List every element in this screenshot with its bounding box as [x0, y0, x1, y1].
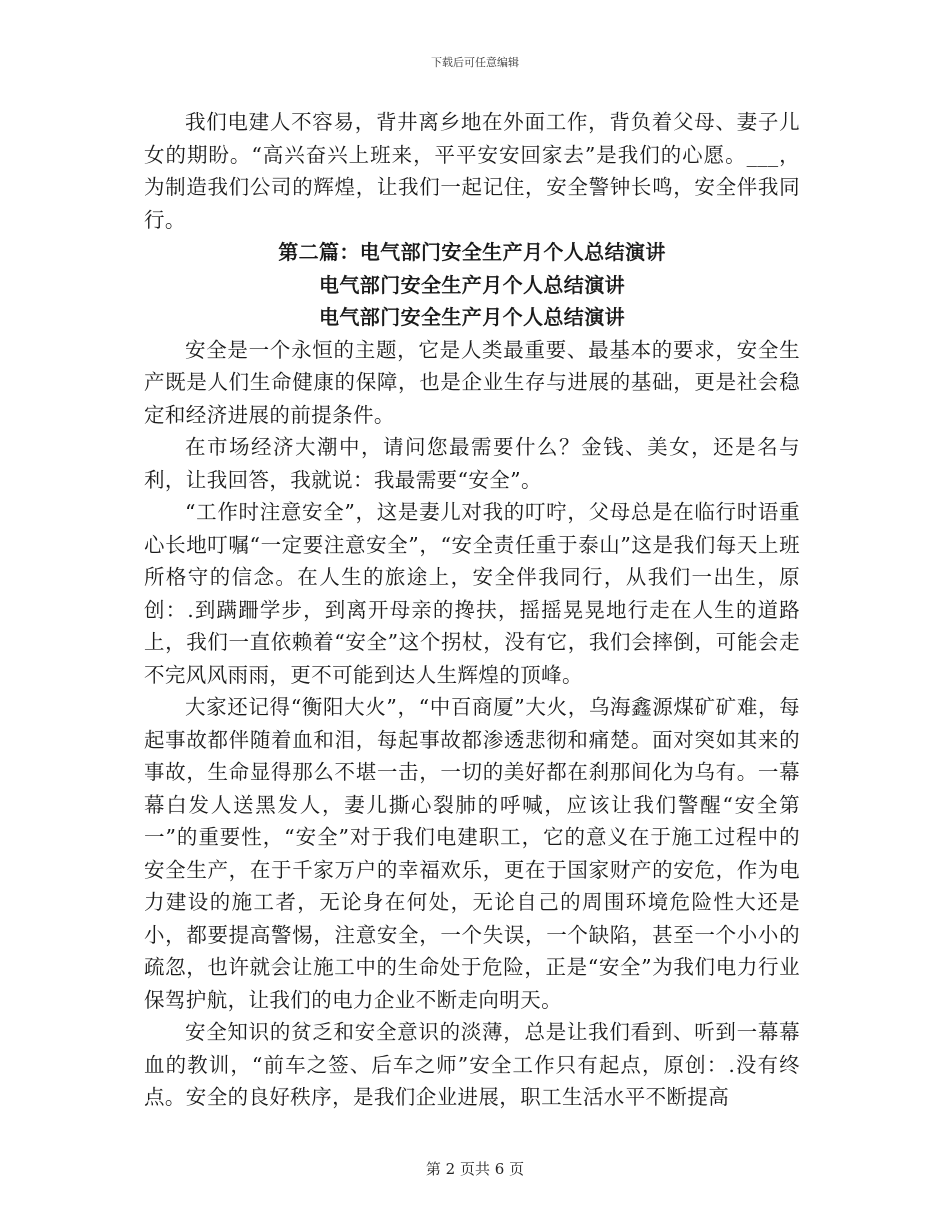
body-paragraph: 安全知识的贫乏和安全意识的淡薄，总是让我们看到、听到一幕幕血的教训，“前车之签、后车之师”安全工作只有起点，原创：.没有终点。安全的良好秩序，是我们企业进展，职工生活水平不断提高 [144, 1020, 800, 1109]
section-heading: 第二篇：电气部门安全生产月个人总结演讲 [278, 240, 666, 264]
body-paragraph: 在市场经济大潮中，请问您最需要什么？金钱、美女，还是名与利，让我回答，我就说：我最需要“安全”。 [144, 435, 800, 492]
section-subheading: 电气部门安全生产月个人总结演讲 [319, 272, 625, 297]
body-paragraph: “工作时注意安全”，这是妻儿对我的叮咛，父母总是在临行时语重心长地叮嘱“一定要注意安全”，“安全责任重于泰山”这是我们每天上班所格守的信念。在人生的旅途上，安全伴我同行，从我们一出生，原创：.到蹒跚学步，到离开母亲的搀扶，摇摇晃晃地行走在人生的道路上，我们一直依赖着“安全”这个拐杖，没有它，我们会摔倒，可能会走不完风风雨雨，更不可能到达人生辉煌的顶峰。 [144, 500, 800, 687]
page-footer: 第 2 页共 6 页 [425, 1160, 525, 1178]
body-paragraph: 大家还记得“衡阳大火”，“中百商厦”大火，乌海鑫源煤矿矿难，每起事故都伴随着血和泪，每起事故都渗透悲彻和痛楚。面对突如其来的事故，生命显得那么不堪一击，一切的美好都在刹那间化为乌有。一幕幕白发人送黑发人，妻儿撕心裂肺的呼喊，应该让我们警醒“安全第一”的重要性，“安全”对于我们电建职工，它的意义在于施工过程中的安全生产，在于千家万户的幸福欢乐，更在于国家财产的安危，作为电力建设的施工者，无论身在何处，无论自己的周围环境危险性大还是小，都要提高警惕，注意安全，一个失误，一个缺陷，甚至一个小小的疏忽，也许就会让施工中的生命处于危险，正是“安全”为我们电力行业保驾护航，让我们的电力企业不断走向明天。 [144, 695, 800, 1012]
body-paragraph: 安全是一个永恒的主题，它是人类最重要、最基本的要求，安全生产既是人们生命健康的保障，也是企业生存与进展的基础，更是社会稳定和经济进展的前提条件。 [144, 337, 800, 427]
document-body [144, 106, 800, 1114]
section-subheading: 电气部门安全生产月个人总结演讲 [319, 305, 625, 329]
intro-paragraph: 我们电建人不容易，背井离乡地在外面工作，背负着父母、妻子儿女的期盼。“高兴奋兴上班来，平平安安回家去”是我们的心愿。___，为制造我们公司的辉煌，让我们一起记住，安全警钟长鸣，安全伴我同行。 [144, 110, 800, 232]
page-header: 下载后可任意编辑 [431, 56, 519, 69]
